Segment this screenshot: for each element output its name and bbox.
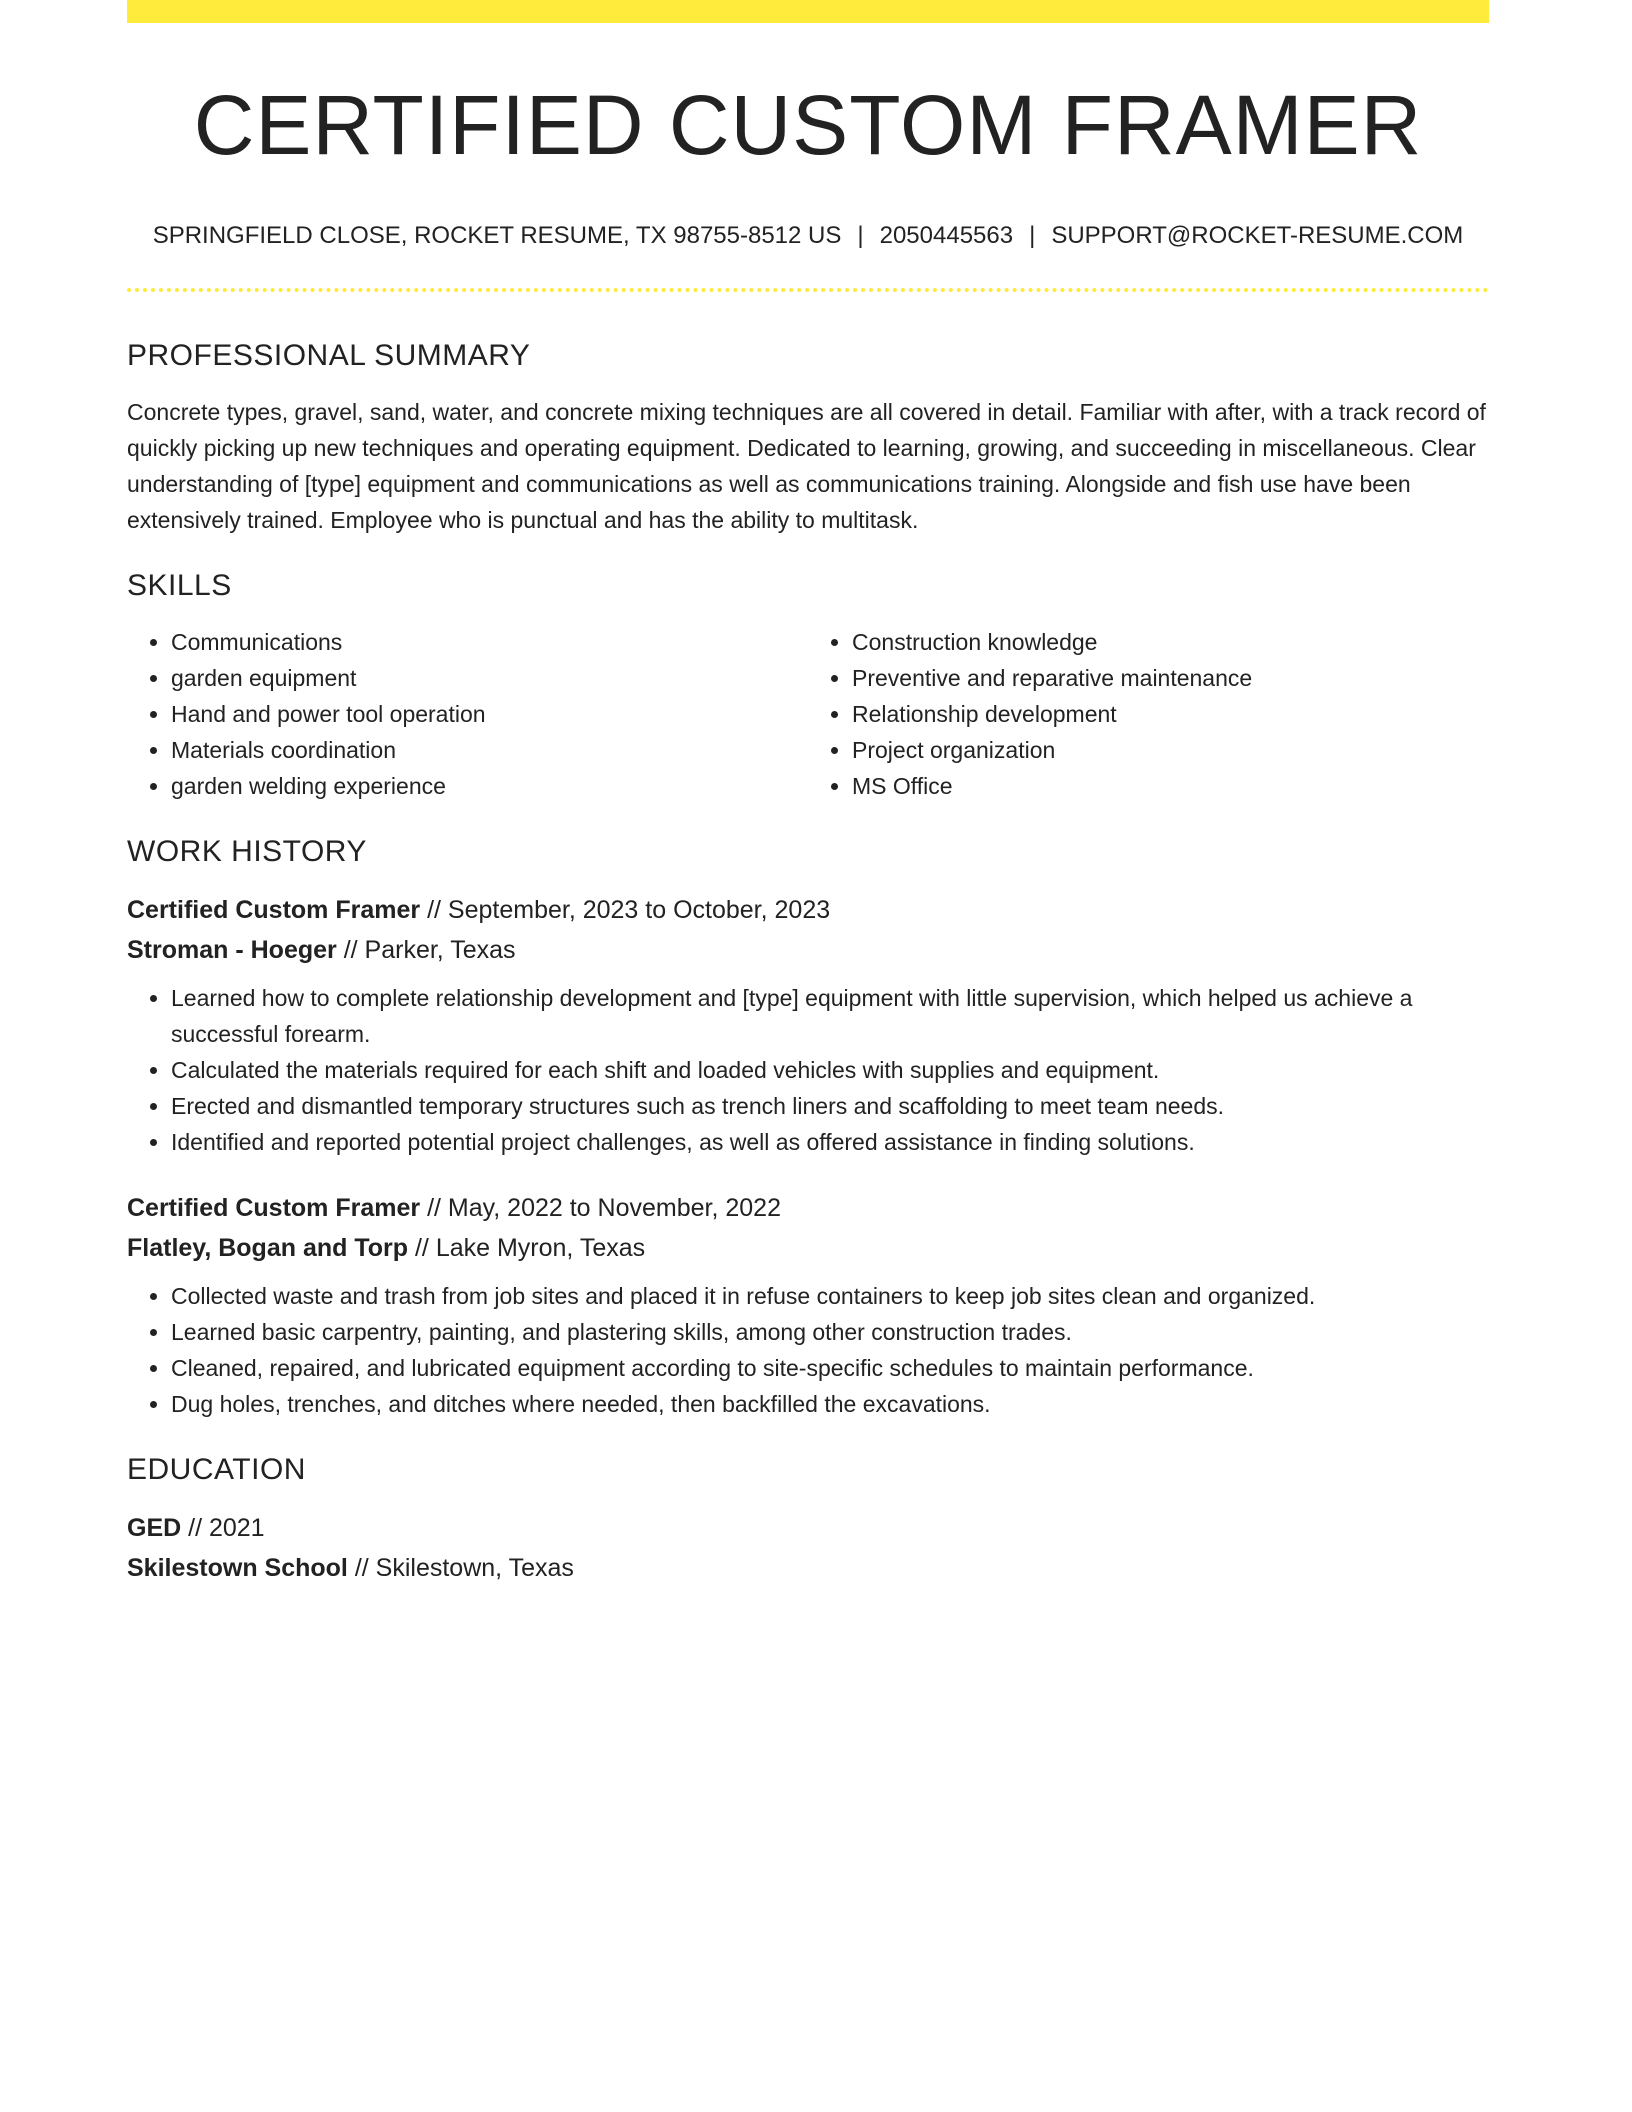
- skills-heading: SKILLS: [127, 569, 232, 603]
- duty-item: • Identified and reported potential project challenges, as well as offered assistance in finding solutions.: [171, 1124, 1489, 1160]
- skill-item: • Hand and power tool operation: [171, 696, 808, 732]
- duty-item: • Learned basic carpentry, painting, and plastering skills, among other construction trades.: [171, 1314, 1489, 1350]
- skills-column-right: [808, 624, 1489, 804]
- resume-page: [127, 0, 1489, 1588]
- summary-text: Concrete types, gravel, sand, water, and concrete mixing techniques are all covered in detail. Familiar with after, with a track record of quickly picking up new techniques and operating equipment. Dedicated to learning, growing, and succeeding in miscellaneous. Clear understanding of [type] equipment and communications as well as communications training. Alongside and fish use have been extensively trained. Employee who is punctual and has the ability to multitask.: [127, 399, 1486, 534]
- duty-item: • Dug holes, trenches, and ditches where needed, then backfilled the excavations.: [171, 1386, 1489, 1422]
- job-company-line: [127, 1228, 1489, 1268]
- job-role: Certified Custom Framer: [127, 896, 421, 925]
- job-duties: [127, 1278, 1489, 1422]
- skill-item: • Preventive and reparative maintenance: [852, 660, 1489, 696]
- job-dates: // May, 2022 to November, 2022: [420, 1194, 781, 1223]
- skill-item: • Materials coordination: [171, 732, 808, 768]
- skill-item: • MS Office: [852, 768, 1489, 804]
- contact-separator: |: [1029, 221, 1036, 249]
- job-location: // Parker, Texas: [336, 936, 516, 965]
- job-title-line: [127, 890, 1489, 930]
- contact-email: SUPPORT@ROCKET-RESUME.COM: [1051, 221, 1464, 249]
- skill-item: • garden equipment: [171, 660, 808, 696]
- duty-item: • Learned how to complete relationship development and [type] equipment with little supervision, which helped us achieve a successful forearm.: [171, 980, 1489, 1052]
- skill-item: • Relationship development: [852, 696, 1489, 732]
- job-duties: [127, 980, 1489, 1160]
- summary-heading: PROFESSIONAL SUMMARY: [127, 339, 531, 373]
- job-title-line: [127, 1188, 1489, 1228]
- degree-line: [127, 1508, 1489, 1548]
- candidate-name: CERTIFIED CUSTOM FRAMER: [193, 78, 1423, 172]
- school-name: Skilestown School: [127, 1554, 348, 1583]
- contact-line: [127, 222, 1489, 251]
- contact-separator: |: [857, 221, 864, 249]
- skill-item: • garden welding experience: [171, 768, 808, 804]
- job-entry: [127, 890, 1489, 1160]
- dotted-divider: [127, 288, 1489, 292]
- job-location: // Lake Myron, Texas: [408, 1234, 646, 1263]
- skill-item: • Construction knowledge: [852, 624, 1489, 660]
- accent-bar: [127, 0, 1489, 23]
- job-dates: // September, 2023 to October, 2023: [420, 896, 831, 925]
- duty-item: • Collected waste and trash from job sites and placed it in refuse containers to keep job sites clean and organized.: [171, 1278, 1489, 1314]
- degree: GED: [127, 1514, 182, 1543]
- school-location: // Skilestown, Texas: [347, 1554, 574, 1583]
- skill-item: • Communications: [171, 624, 808, 660]
- education-entry: [127, 1508, 1489, 1588]
- duty-item: • Cleaned, repaired, and lubricated equipment according to site-specific schedules to maintain performance.: [171, 1350, 1489, 1386]
- duty-item: • Calculated the materials required for each shift and loaded vehicles with supplies and equipment.: [171, 1052, 1489, 1088]
- job-company-line: [127, 930, 1489, 970]
- contact-phone: 2050445563: [879, 221, 1014, 249]
- job-company: Stroman - Hoeger: [127, 936, 337, 965]
- job-role: Certified Custom Framer: [127, 1194, 421, 1223]
- skills-list: [127, 624, 1489, 804]
- degree-year: // 2021: [181, 1514, 265, 1543]
- contact-address: SPRINGFIELD CLOSE, ROCKET RESUME, TX 98755-8512 US: [152, 221, 842, 249]
- job-company: Flatley, Bogan and Torp: [127, 1234, 409, 1263]
- education-heading: EDUCATION: [127, 1453, 306, 1487]
- job-entry: [127, 1188, 1489, 1422]
- duty-item: • Erected and dismantled temporary structures such as trench liners and scaffolding to meet team needs.: [171, 1088, 1489, 1124]
- skill-item: • Project organization: [852, 732, 1489, 768]
- school-line: [127, 1548, 1489, 1588]
- work-history-heading: WORK HISTORY: [127, 835, 367, 869]
- skills-column-left: [127, 624, 808, 804]
